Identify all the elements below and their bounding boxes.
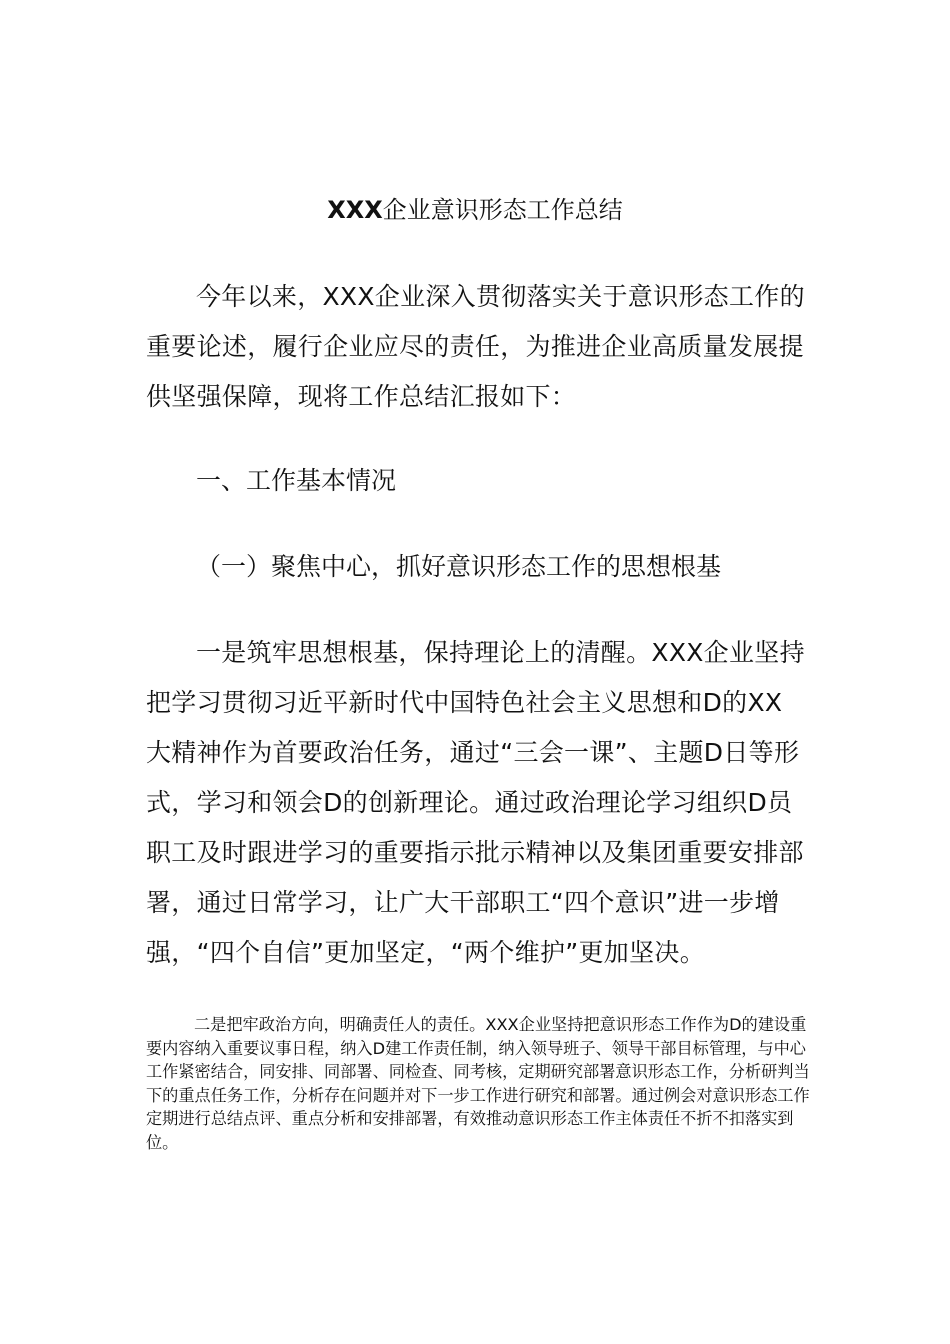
section-1-heading: 一、工作基本情况 xyxy=(196,466,397,495)
paragraph-1: 一是筑牢思想根基，保持理论上的清醒。XXX企业坚持把学习贯彻习近平新时代中国特色社会主义思想和D的XX大精神作为首要政治任务，通过“三会一课”、主题D日等形式，学习和领会D的创新理论。通过政治理论学习组织D员职工及时跟进学习的重要指示批示精神以及集团重要安排部署，通过日常学习，让广大干部职工“四个意识”进一步增强，“四个自信”更加坚定，“两个维护”更加坚决。 xyxy=(146,638,805,967)
paragraph-2: 二是把牢政治方向，明确责任人的责任。XXX企业坚持把意识形态工作作为D的建设重要内容纳入重要议事日程，纳入D建工作责任制，纳入领导班子、领导干部目标管理，与中心工作紧密结合，同安排、同部署、同检查、同考核，定期研究部署意识形态工作，分析研判当下的重点任务工作，分析存在问题并对下一步工作进行研究和部署。通过例会对意识形态工作定期进行总结点评、重点分析和安排部署，有效推动意识形态工作主体责任不折不扣落实到位。 xyxy=(146,1015,810,1152)
intro-paragraph: 今年以来，XXX企业深入贯彻落实关于意识形态工作的重要论述，履行企业应尽的责任，为推进企业高质量发展提供坚强保障，现将工作总结汇报如下： xyxy=(146,282,805,411)
document-title xyxy=(0,192,950,228)
document-title-text: 企业意识形态工作总结 xyxy=(382,196,623,224)
document-title-prefix: XXX xyxy=(327,196,383,224)
subsection-1-heading: （一）聚焦中心，抓好意识形态工作的思想根基 xyxy=(196,552,722,581)
